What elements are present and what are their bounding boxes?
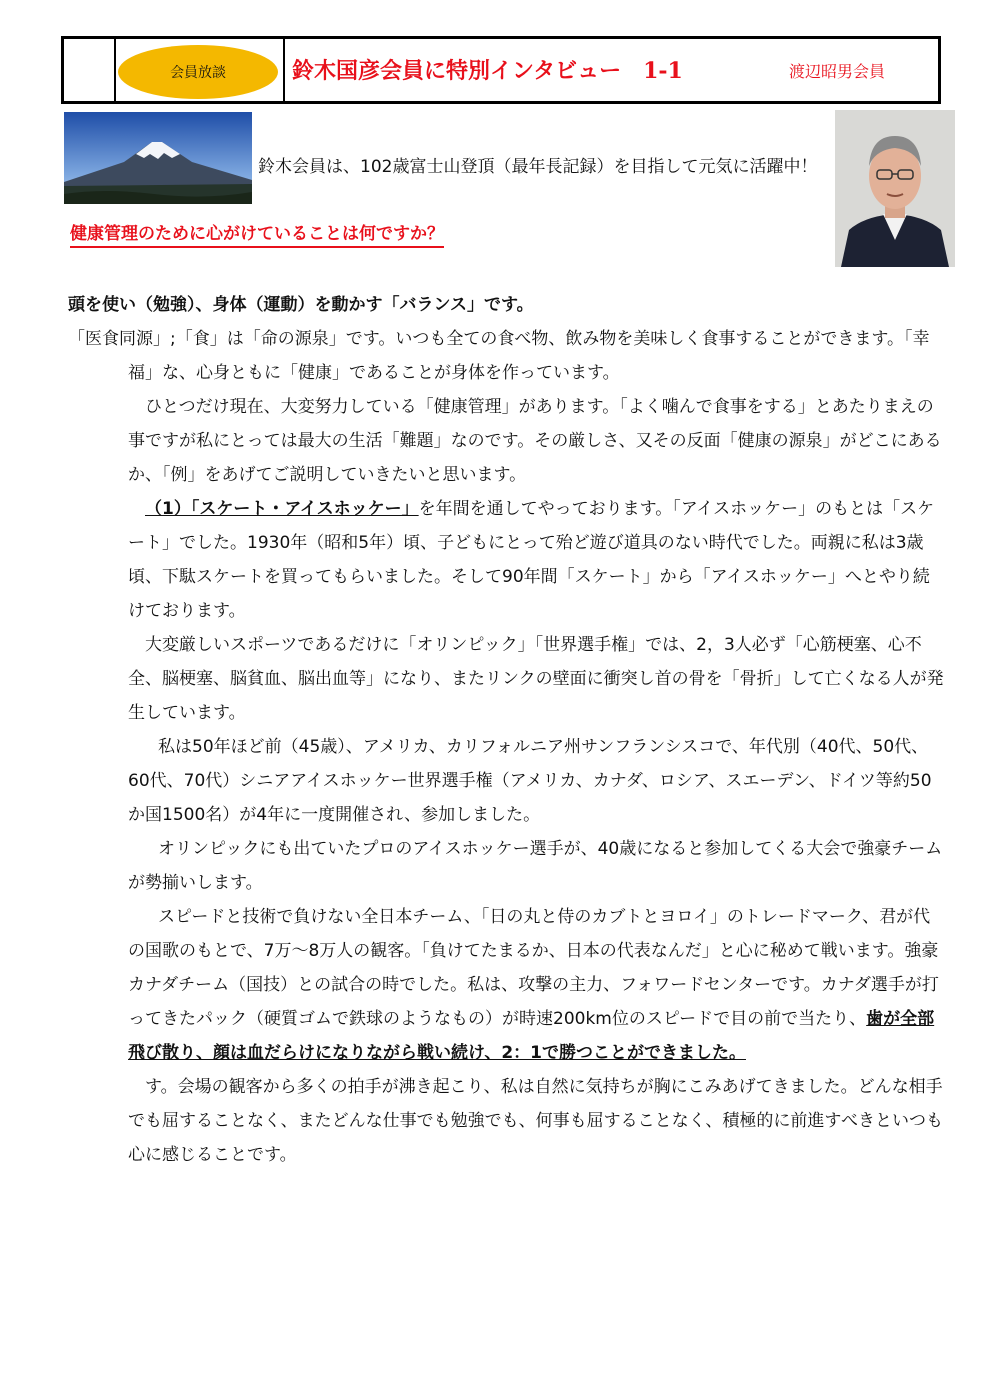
interview-question: 健康管理のために心がけていることは何ですか？ xyxy=(70,222,444,248)
paragraph: オリンピックにも出ていたプロのアイスホッケー選手が、40歳になると参加してくる大会で強豪チームが勢揃いします。 xyxy=(128,839,943,893)
article-body xyxy=(68,288,944,1172)
paragraph: 大変厳しいスポーツであるだけに「オリンピック」「世界選手権」では、2，3人必ず「心筋梗塞、心不全、脳梗塞、脳貧血、脳出血等」になり、またリンクの壁面に衝突し首の骨を「骨折」して亡くなる人が発生しています。 xyxy=(128,635,944,723)
intro-text: 鈴木会員は、102歳富士山登頂（最年長記録）を目指して元気に活躍中！ xyxy=(258,157,818,177)
answer-lead: 頭を使い（勉強）、身体（運動）を動かす「バランス」です。 xyxy=(68,295,534,315)
member-portrait xyxy=(835,110,955,267)
category-badge: 会員放談 xyxy=(118,45,278,99)
article-title: 鈴木国彦会員に特別インタビュー 1-1 xyxy=(292,58,683,84)
mount-fuji-photo xyxy=(64,112,252,204)
paragraph: （1）「スケート・アイスホッケー」を年間を通してやっております。「アイスホッケー」のもとは「スケート」でした。1930年（昭和5年）頃、子どもにとって殆ど遊び道具のない時代でした。両親に私は3歳頃、下駄スケートを買ってもらいました。そして90年間「スケート」から「アイスホッケー」へとやり続けております。 xyxy=(128,499,935,621)
header-divider xyxy=(283,39,285,101)
paragraph: 「医食同源」;「食」は「命の源泉」です。いつも全ての食べ物、飲み物を美味しく食事することができます。「幸福」な、心身ともに「健康」であることが身体を作っています。 xyxy=(68,329,930,383)
paragraph: 私は50年ほど前（45歳）、アメリカ、カリフォルニア州サンフランシスコで、年代別（40代、50代、60代、70代）シニアアイスホッケー世界選手権（アメリカ、カナダ、ロシア、スエーデン、ドイツ等約50か国1500名）が4年に一度開催され、参加しました。 xyxy=(128,737,932,825)
highlight-text: 歯が全部飛び散り、顔は血だらけになりながら戦い続け、2：1で勝つことができました。 xyxy=(128,1009,935,1063)
paragraph: す。会場の観客から多くの拍手が沸き起こり、私は自然に気持ちが胸にこみあげてきました。どんな相手でも屈することなく、またどんな仕事でも勉強でも、何事も屈することなく、積極的に前進すべきといつも心に感じることです。 xyxy=(128,1077,943,1165)
section-heading: （1）「スケート・アイスホッケー」 xyxy=(145,499,419,519)
header-divider xyxy=(114,39,116,101)
author-byline: 渡辺昭男会員 xyxy=(789,62,886,81)
article-header xyxy=(61,36,941,104)
paragraph: ひとつだけ現在、大変努力している「健康管理」があります。「よく噛んで食事をする」とあたりまえの事ですが私にとっては最大の生活「難題」なのです。その厳しさ、又その反面「健康の源泉」がどこにあるか、「例」をあげてご説明していきたいと思います。 xyxy=(128,397,942,485)
paragraph: スピードと技術で負けない全日本チーム、「日の丸と侍のカブトとヨロイ」のトレードマーク、君が代の国歌のもとで、7万～8万人の観客。「負けてたまるか、日本の代表なんだ」と心に秘めて戦います。強豪カナダチーム（国技）との試合の時でした。私は、攻撃の主力、フォワードセンターです。カナダ選手が打ってきたパック（硬質ゴムで鉄球のようなもの）が時速200km位のスピードで目の前で当たり、歯が全部飛び散り、顔は血だらけになりながら戦い続け、2：1で勝つことができました。 xyxy=(128,907,939,1063)
